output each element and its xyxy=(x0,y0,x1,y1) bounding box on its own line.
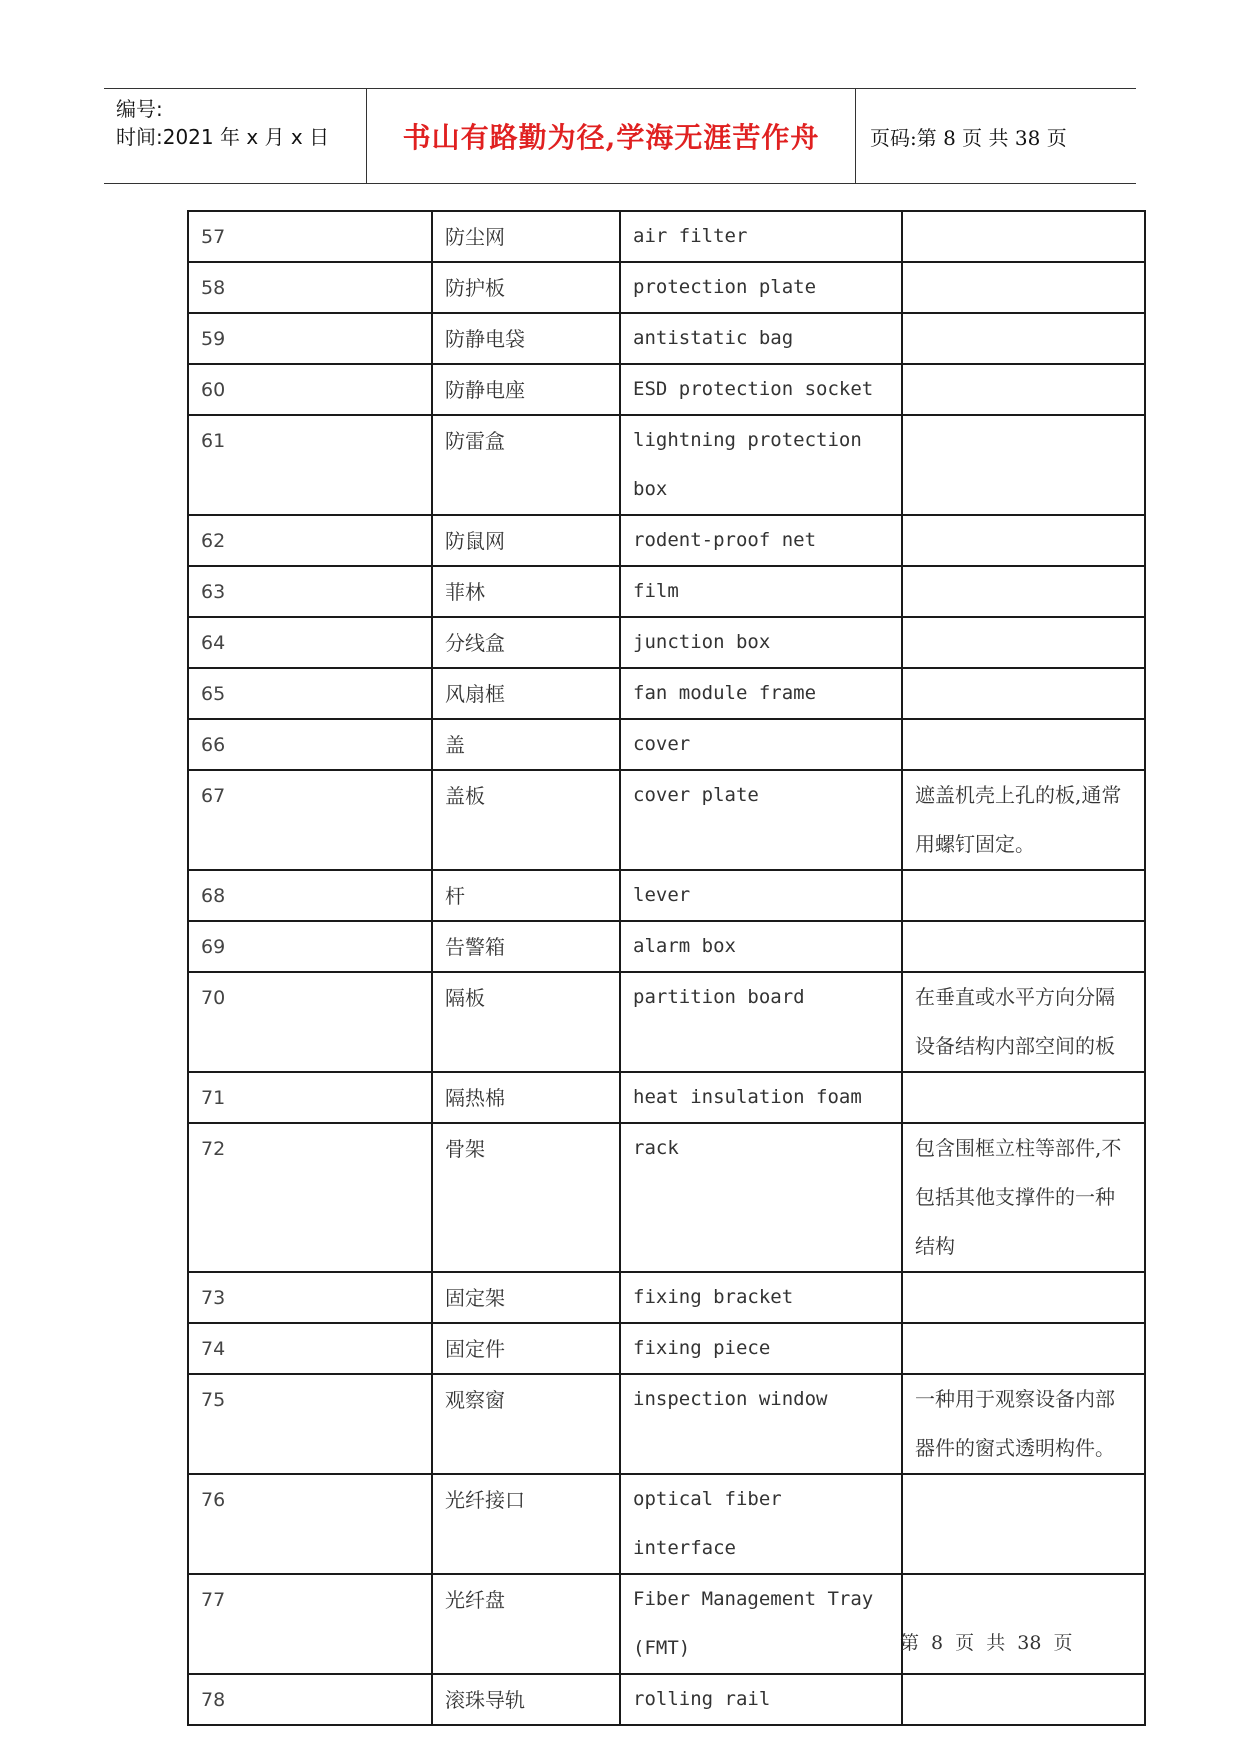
term-chinese-cell xyxy=(432,1474,620,1574)
table-row xyxy=(188,770,1145,870)
term-note: 遮盖机壳上孔的板,通常用螺钉固定。 xyxy=(915,783,1122,856)
term-note-cell xyxy=(902,262,1145,313)
term-number: 57 xyxy=(201,226,226,248)
table-row xyxy=(188,415,1145,515)
term-note-cell xyxy=(902,1072,1145,1123)
term-english: rolling rail xyxy=(633,1688,771,1710)
term-english: rack xyxy=(633,1137,679,1159)
term-english-cell xyxy=(620,1272,902,1323)
table-row xyxy=(188,515,1145,566)
table-row xyxy=(188,1674,1145,1725)
term-number: 70 xyxy=(201,987,226,1009)
term-number: 67 xyxy=(201,785,226,807)
term-number-cell xyxy=(188,719,432,770)
term-chinese: 防尘网 xyxy=(445,225,505,249)
term-number: 78 xyxy=(201,1689,226,1711)
term-number-cell xyxy=(188,972,432,1072)
table-row xyxy=(188,617,1145,668)
term-chinese-cell xyxy=(432,211,620,262)
term-chinese-cell xyxy=(432,1123,620,1272)
term-number: 60 xyxy=(201,379,226,401)
term-english-cell xyxy=(620,1123,902,1272)
term-chinese: 光纤接口 xyxy=(445,1488,525,1512)
term-english-cell xyxy=(620,972,902,1072)
table-row xyxy=(188,566,1145,617)
header-meta xyxy=(104,89,367,183)
term-number: 66 xyxy=(201,734,226,756)
term-chinese: 盖 xyxy=(445,733,465,757)
term-english-cell xyxy=(620,515,902,566)
table-row xyxy=(188,262,1145,313)
term-chinese-cell xyxy=(432,1272,620,1323)
term-chinese: 防雷盒 xyxy=(445,429,505,453)
term-number: 62 xyxy=(201,530,226,552)
term-number: 69 xyxy=(201,936,226,958)
term-chinese: 固定件 xyxy=(445,1337,505,1361)
term-number: 75 xyxy=(201,1389,226,1411)
term-english-cell xyxy=(620,313,902,364)
term-number: 73 xyxy=(201,1287,226,1309)
header-page-cell xyxy=(856,89,1136,183)
term-english-cell xyxy=(620,566,902,617)
term-note: 在垂直或水平方向分隔设备结构内部空间的板 xyxy=(915,985,1115,1058)
term-english: lever xyxy=(633,884,691,906)
term-note: 包含围框立柱等部件,不包括其他支撑件的一种结构 xyxy=(915,1136,1122,1258)
document-date-label: 时间:2021 年 x 月 x 日 xyxy=(116,125,330,149)
term-chinese: 光纤盘 xyxy=(445,1588,505,1612)
term-english-cell xyxy=(620,668,902,719)
term-number-cell xyxy=(188,1674,432,1725)
term-english: optical fiber interface xyxy=(633,1488,782,1559)
term-chinese-cell xyxy=(432,617,620,668)
term-chinese: 滚珠导轨 xyxy=(445,1688,525,1712)
term-english: fixing bracket xyxy=(633,1286,794,1308)
table-row xyxy=(188,1272,1145,1323)
term-english: cover plate xyxy=(633,784,759,806)
term-chinese: 防静电袋 xyxy=(445,327,525,351)
term-number: 77 xyxy=(201,1589,226,1611)
term-english: ESD protection socket xyxy=(633,378,874,400)
term-chinese-cell xyxy=(432,921,620,972)
document-number-label: 编号: xyxy=(116,97,163,121)
term-number-cell xyxy=(188,921,432,972)
term-number-cell xyxy=(188,515,432,566)
term-chinese: 防鼠网 xyxy=(445,529,505,553)
term-chinese-cell xyxy=(432,668,620,719)
term-number: 72 xyxy=(201,1138,226,1160)
term-chinese-cell xyxy=(432,313,620,364)
term-chinese: 菲林 xyxy=(445,580,485,604)
table-row xyxy=(188,921,1145,972)
term-number-cell xyxy=(188,313,432,364)
term-number-cell xyxy=(188,262,432,313)
term-english: air filter xyxy=(633,225,748,247)
term-english: film xyxy=(633,580,679,602)
term-note-cell xyxy=(902,364,1145,415)
term-number-cell xyxy=(188,1474,432,1574)
term-chinese-cell xyxy=(432,415,620,515)
term-note-cell xyxy=(902,211,1145,262)
term-chinese: 风扇框 xyxy=(445,682,505,706)
term-english-cell xyxy=(620,921,902,972)
term-chinese-cell xyxy=(432,1323,620,1374)
table-row xyxy=(188,719,1145,770)
term-note-cell xyxy=(902,1272,1145,1323)
term-english: antistatic bag xyxy=(633,327,794,349)
term-note-cell xyxy=(902,1374,1145,1474)
term-number: 76 xyxy=(201,1489,226,1511)
term-note-cell xyxy=(902,972,1145,1072)
term-number-cell xyxy=(188,1123,432,1272)
term-number-cell xyxy=(188,617,432,668)
table-row xyxy=(188,1072,1145,1123)
term-chinese: 分线盒 xyxy=(445,631,505,655)
term-english: lightning protection box xyxy=(633,429,862,500)
term-note-cell xyxy=(902,1574,1145,1674)
term-chinese-cell xyxy=(432,1072,620,1123)
term-note-cell xyxy=(902,566,1145,617)
term-chinese-cell xyxy=(432,515,620,566)
term-english: fixing piece xyxy=(633,1337,771,1359)
term-number-cell xyxy=(188,364,432,415)
table-row xyxy=(188,313,1145,364)
table-row xyxy=(188,668,1145,719)
term-chinese-cell xyxy=(432,262,620,313)
term-english-cell xyxy=(620,1574,902,1674)
term-english-cell xyxy=(620,719,902,770)
term-chinese: 固定架 xyxy=(445,1286,505,1310)
term-number-cell xyxy=(188,870,432,921)
term-number: 65 xyxy=(201,683,226,705)
term-number-cell xyxy=(188,566,432,617)
glossary-table xyxy=(187,210,1146,1726)
term-number-cell xyxy=(188,211,432,262)
term-english: rodent-proof net xyxy=(633,529,817,551)
term-english-cell xyxy=(620,870,902,921)
term-english: inspection window xyxy=(633,1388,828,1410)
term-number-cell xyxy=(188,1272,432,1323)
term-english: junction box xyxy=(633,631,771,653)
term-number: 74 xyxy=(201,1338,226,1360)
table-row xyxy=(188,972,1145,1072)
term-number-cell xyxy=(188,1323,432,1374)
term-number: 71 xyxy=(201,1087,226,1109)
term-note-cell xyxy=(902,1323,1145,1374)
term-number-cell xyxy=(188,668,432,719)
term-number-cell xyxy=(188,415,432,515)
term-note-cell xyxy=(902,515,1145,566)
term-note-cell xyxy=(902,921,1145,972)
header-motto-cell xyxy=(367,89,856,183)
term-number-cell xyxy=(188,1072,432,1123)
term-chinese-cell xyxy=(432,364,620,415)
term-english-cell xyxy=(620,262,902,313)
table-row xyxy=(188,870,1145,921)
table-row xyxy=(188,211,1145,262)
term-english-cell xyxy=(620,1323,902,1374)
motto-text: 书山有路勤为径,学海无涯苦作舟 xyxy=(402,121,820,154)
term-note-cell xyxy=(902,617,1145,668)
header-page-number: 页码:第 8 页 共 38 页 xyxy=(870,125,1067,150)
term-note-cell xyxy=(902,1123,1145,1272)
term-english-cell xyxy=(620,364,902,415)
term-english-cell xyxy=(620,415,902,515)
term-chinese: 隔板 xyxy=(445,986,485,1010)
term-english-cell xyxy=(620,770,902,870)
term-english-cell xyxy=(620,1374,902,1474)
term-english: heat insulation foam xyxy=(633,1086,862,1108)
term-chinese: 隔热棉 xyxy=(445,1086,505,1110)
table-row xyxy=(188,1474,1145,1574)
term-chinese-cell xyxy=(432,1574,620,1674)
term-note-cell xyxy=(902,668,1145,719)
term-number: 68 xyxy=(201,885,226,907)
term-chinese: 防静电座 xyxy=(445,378,525,402)
term-note-cell xyxy=(902,770,1145,870)
term-note-cell xyxy=(902,1474,1145,1574)
term-note-cell xyxy=(902,313,1145,364)
term-english: partition board xyxy=(633,986,805,1008)
term-number: 63 xyxy=(201,581,226,603)
term-english-cell xyxy=(620,211,902,262)
table-row xyxy=(188,364,1145,415)
term-chinese: 告警箱 xyxy=(445,935,505,959)
term-chinese: 防护板 xyxy=(445,276,505,300)
term-number-cell xyxy=(188,770,432,870)
term-number: 61 xyxy=(201,430,226,452)
term-english: Fiber Management Tray (FMT) xyxy=(633,1588,874,1659)
term-number-cell xyxy=(188,1574,432,1674)
term-chinese-cell xyxy=(432,770,620,870)
term-chinese-cell xyxy=(432,719,620,770)
term-note-cell xyxy=(902,870,1145,921)
term-english: cover xyxy=(633,733,691,755)
term-chinese-cell xyxy=(432,1374,620,1474)
term-english-cell xyxy=(620,1072,902,1123)
term-note-cell xyxy=(902,415,1145,515)
term-number-cell xyxy=(188,1374,432,1474)
term-chinese-cell xyxy=(432,566,620,617)
term-english: fan module frame xyxy=(633,682,817,704)
term-english-cell xyxy=(620,1674,902,1725)
glossary-table-body xyxy=(188,211,1145,1725)
term-note-cell xyxy=(902,719,1145,770)
term-english-cell xyxy=(620,617,902,668)
term-number: 64 xyxy=(201,632,226,654)
table-row xyxy=(188,1123,1145,1272)
term-english: protection plate xyxy=(633,276,817,298)
term-chinese-cell xyxy=(432,1674,620,1725)
term-english-cell xyxy=(620,1474,902,1574)
term-number: 58 xyxy=(201,277,226,299)
term-chinese-cell xyxy=(432,870,620,921)
term-note: 一种用于观察设备内部器件的窗式透明构件。 xyxy=(915,1387,1115,1460)
term-english: alarm box xyxy=(633,935,736,957)
term-number: 59 xyxy=(201,328,226,350)
page-footer: 第 8 页 共 38 页 xyxy=(900,1632,1073,1654)
term-chinese: 骨架 xyxy=(445,1137,485,1161)
term-note-cell xyxy=(902,1674,1145,1725)
term-chinese-cell xyxy=(432,972,620,1072)
table-row xyxy=(188,1574,1145,1674)
table-row xyxy=(188,1374,1145,1474)
term-chinese: 盖板 xyxy=(445,784,485,808)
page-header xyxy=(104,88,1136,184)
term-chinese: 杆 xyxy=(445,884,465,908)
table-row xyxy=(188,1323,1145,1374)
term-chinese: 观察窗 xyxy=(445,1388,505,1412)
